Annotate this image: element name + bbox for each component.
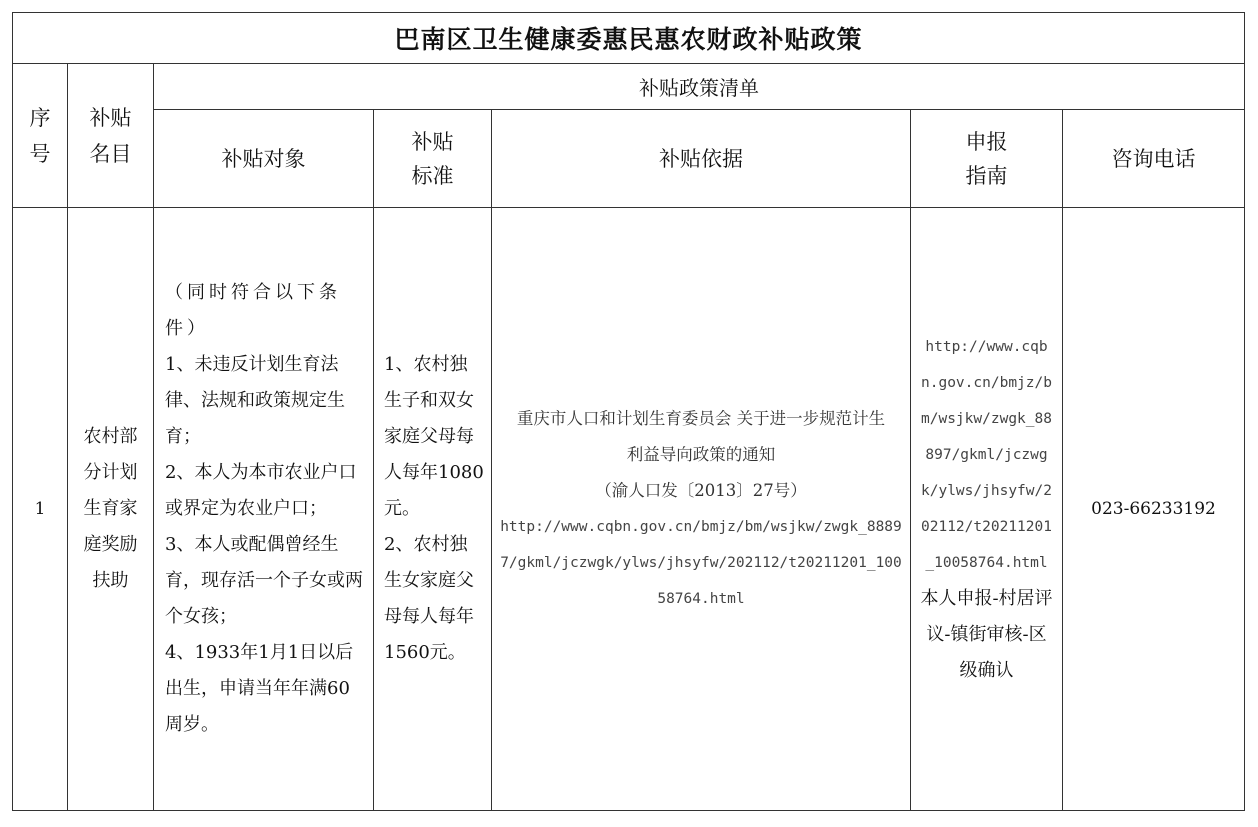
row-basis — [492, 208, 911, 811]
header-basis: 补贴依据 — [492, 110, 911, 208]
basis-title: 重庆市人口和计划生育委员会 关于进一步规范计生利益导向政策的通知 — [516, 409, 886, 464]
target-line: 3、本人或配偶曾经生育，现存活一个子女或两个女孩； — [165, 534, 363, 627]
header-phone: 咨询电话 — [1063, 110, 1245, 208]
header-name: 补贴名目 — [68, 64, 154, 208]
standard-line: 2、农村独生女家庭父母每人每年1560元。 — [384, 534, 474, 663]
target-line: （同时符合以下条件） — [165, 282, 341, 339]
page-title: 巴南区卫生健康委惠民惠农财政补贴政策 — [13, 13, 1245, 64]
target-line: 2、本人为本市农业户口或界定为农业户口； — [165, 462, 357, 519]
guide-link[interactable]: http://www.cqbn.gov.cn/bmjz/bm/wsjkw/zwgk_88897/gkml/jczwgk/ylws/jhsyfw/202112/t20211201_10058764.html — [921, 339, 1052, 571]
row-seq: 1 — [13, 208, 68, 811]
header-standard: 补贴标准 — [374, 110, 492, 208]
header-seq: 序号 — [13, 64, 68, 208]
basis-link[interactable]: http://www.cqbn.gov.cn/bmjz/bm/wsjkw/zwgk_88897/gkml/jczwgk/ylws/jhsyfw/202112/t20211201_10058764.html — [500, 519, 902, 607]
basis-doc: （渝人口发〔2013〕27号） — [595, 481, 807, 500]
subsidy-policy-table — [12, 12, 1245, 811]
row-standard — [374, 208, 492, 811]
row-phone: 023-66233192 — [1063, 208, 1245, 811]
row-name: 农村部分计划生育家庭奖励扶助 — [68, 208, 154, 811]
header-target: 补贴对象 — [154, 110, 374, 208]
row-target — [154, 208, 374, 811]
target-line: 4、1933年1月1日以后出生，申请当年年满60周岁。 — [165, 642, 354, 735]
guide-process: 本人申报-村居评议-镇街审核-区级确认 — [920, 588, 1053, 681]
row-guide — [911, 208, 1063, 811]
target-line: 1、未违反计划生育法律、法规和政策规定生育； — [165, 354, 345, 447]
standard-line: 1、农村独生子和双女家庭父母每人每年1080元。 — [384, 354, 484, 519]
header-policy-list: 补贴政策清单 — [154, 64, 1245, 110]
header-guide: 申报指南 — [911, 110, 1063, 208]
table-row — [13, 208, 1245, 811]
